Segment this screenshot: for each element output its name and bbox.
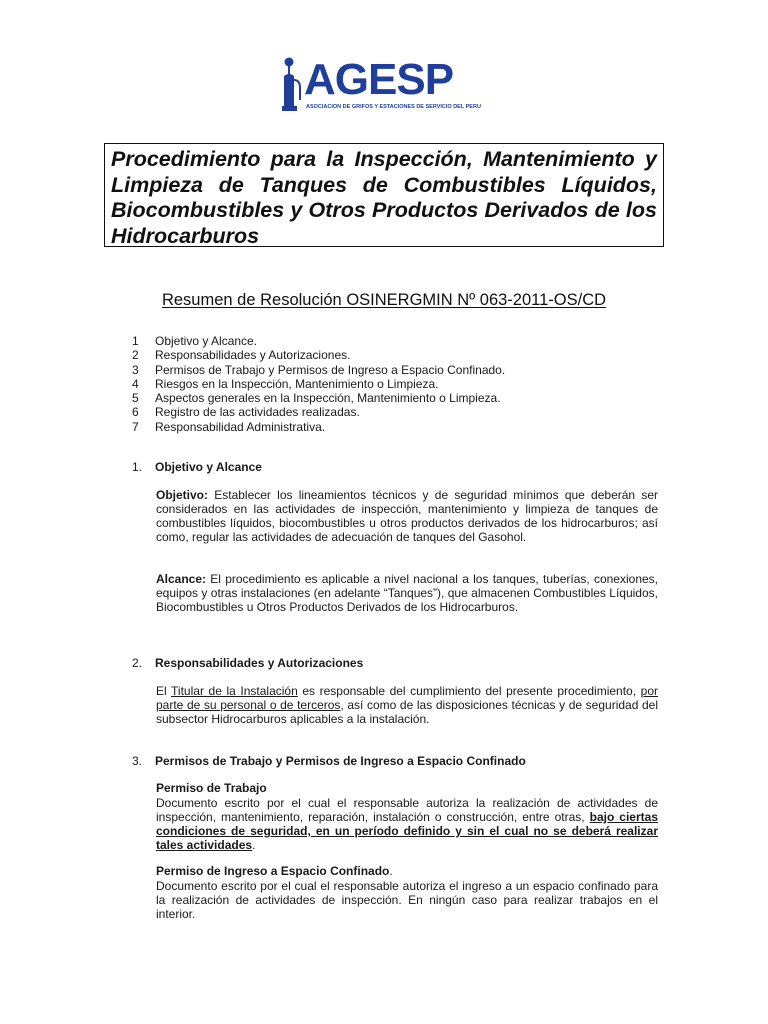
permiso-ingreso-heading bbox=[156, 864, 658, 878]
toc-label: Responsabilidad Administrativa. bbox=[155, 419, 326, 434]
objetivo-label: Objetivo: bbox=[156, 488, 209, 502]
table-of-contents bbox=[132, 334, 505, 434]
toc-label: Aspectos generales en la Inspección, Mantenimiento o Limpieza. bbox=[155, 391, 501, 406]
permiso-ingreso-paragraph bbox=[156, 879, 658, 921]
permiso-ingreso-title: Permiso de Ingreso a Espacio Confinado bbox=[156, 864, 390, 878]
toc-item bbox=[132, 420, 505, 434]
toc-item bbox=[132, 363, 505, 377]
permiso-trabajo-end: . bbox=[252, 838, 256, 852]
alcance-label: Alcance: bbox=[156, 572, 207, 586]
toc-item bbox=[132, 348, 505, 362]
document-subtitle bbox=[0, 291, 768, 310]
toc-number: 4 bbox=[132, 376, 139, 391]
permiso-ingreso-text: Documento escrito por el cual el responsable autoriza el ingreso a un espacio confinado para la realización de actividades de inspección. En ningún caso para realizar trabajos en el interior. bbox=[156, 879, 658, 921]
document-title: Procedimiento para la Inspección, Mantenimiento y Limpieza de Tanques de Combustibles Líquidos, Biocombustibles y Otros Productos Derivados de los Hidrocarburos bbox=[111, 147, 657, 248]
section-title: Permisos de Trabajo y Permisos de Ingreso a Espacio Confinado bbox=[155, 754, 526, 768]
permiso-trabajo-paragraph bbox=[156, 796, 658, 852]
agesp-logo bbox=[280, 56, 495, 118]
section-title: Responsabilidades y Autorizaciones bbox=[155, 656, 364, 670]
alcance-text: El procedimiento es aplicable a nivel nacional a los tanques, tuberías, conexiones, equipos y otras instalaciones (en adelante “Tanques”), que almacenen Combustibles Líquidos, Biocombustibles u Otros Productos Derivados de los Hidrocarburos. bbox=[156, 572, 658, 614]
toc-number: 7 bbox=[132, 419, 139, 434]
resp-underlined-2: por parte de su personal o de terceros bbox=[156, 684, 658, 712]
toc-item bbox=[132, 334, 505, 348]
permiso-trabajo-text: Documento escrito por el cual el responsable autoriza la realización de actividades de inspección, mantenimiento, reparación, instalación o construcción, entre otras, bbox=[156, 796, 658, 824]
toc-item bbox=[132, 391, 505, 405]
resp-text-2: es responsable del cumplimiento del presente procedimiento, bbox=[297, 684, 641, 698]
toc-label: Objetivo y Alcance. bbox=[155, 334, 258, 348]
toc-item bbox=[132, 405, 505, 419]
resp-text-1: El bbox=[156, 684, 172, 698]
section-number: 3. bbox=[132, 754, 143, 768]
section-heading-1 bbox=[132, 460, 262, 474]
toc-item bbox=[132, 377, 505, 391]
permiso-ingreso-title-end: . bbox=[389, 864, 393, 878]
logo-wordmark: AGESP bbox=[304, 55, 454, 104]
objetivo-paragraph bbox=[156, 488, 658, 544]
permiso-trabajo-emphasis: bajo ciertas condiciones de seguridad, en un período definido y sin el cual no se deberá realizar tales actividades bbox=[156, 810, 658, 852]
resp-underlined-1: Titular de la Instalación bbox=[171, 684, 298, 698]
section-title: Objetivo y Alcance bbox=[155, 460, 262, 474]
logo-tagline: ASOCIACION DE GRIFOS Y ESTACIONES DE SERVICIO DEL PERU bbox=[306, 104, 481, 110]
section-number: 2. bbox=[132, 656, 143, 670]
toc-number: 3 bbox=[132, 362, 139, 377]
toc-number: 2 bbox=[132, 348, 139, 363]
responsabilidades-paragraph bbox=[156, 684, 658, 726]
toc-number: 1 bbox=[132, 334, 139, 348]
toc-label: Responsabilidades y Autorizaciones. bbox=[155, 348, 351, 363]
section-number: 1. bbox=[132, 460, 143, 474]
toc-label: Permisos de Trabajo y Permisos de Ingreso a Espacio Confinado. bbox=[155, 362, 506, 377]
objetivo-text: Establecer los lineamientos técnicos y de seguridad mínimos que deberán ser considerados en las actividades de inspección, mantenimiento y limpieza de tanques de combustibles líquidos, biocombustibles u otros productos derivados de los hidrocarburos; así como, regular las actividades de adecuación de tanques del Gasohol. bbox=[156, 488, 658, 544]
toc-label: Registro de las actividades realizadas. bbox=[155, 405, 360, 420]
toc-number: 5 bbox=[132, 391, 139, 406]
toc-label: Riesgos en la Inspección, Mantenimiento o Limpieza. bbox=[155, 376, 439, 391]
alcance-paragraph bbox=[156, 572, 658, 614]
toc-number: 6 bbox=[132, 405, 139, 420]
permiso-trabajo-heading bbox=[156, 781, 658, 795]
subtitle-text: Resumen de Resolución OSINERGMIN Nº 063-2011-OS/CD bbox=[161, 291, 607, 309]
section-heading-3 bbox=[132, 754, 526, 768]
resp-text-3: , así como de las disposiciones técnicas y de seguridad del subsector Hidrocarburos aplicables a la instalación. bbox=[156, 698, 658, 726]
permiso-trabajo-title: Permiso de Trabajo bbox=[156, 781, 267, 795]
section-heading-2 bbox=[132, 656, 363, 670]
fuel-pump-nozzle-icon bbox=[280, 56, 302, 114]
title-box bbox=[104, 143, 664, 247]
